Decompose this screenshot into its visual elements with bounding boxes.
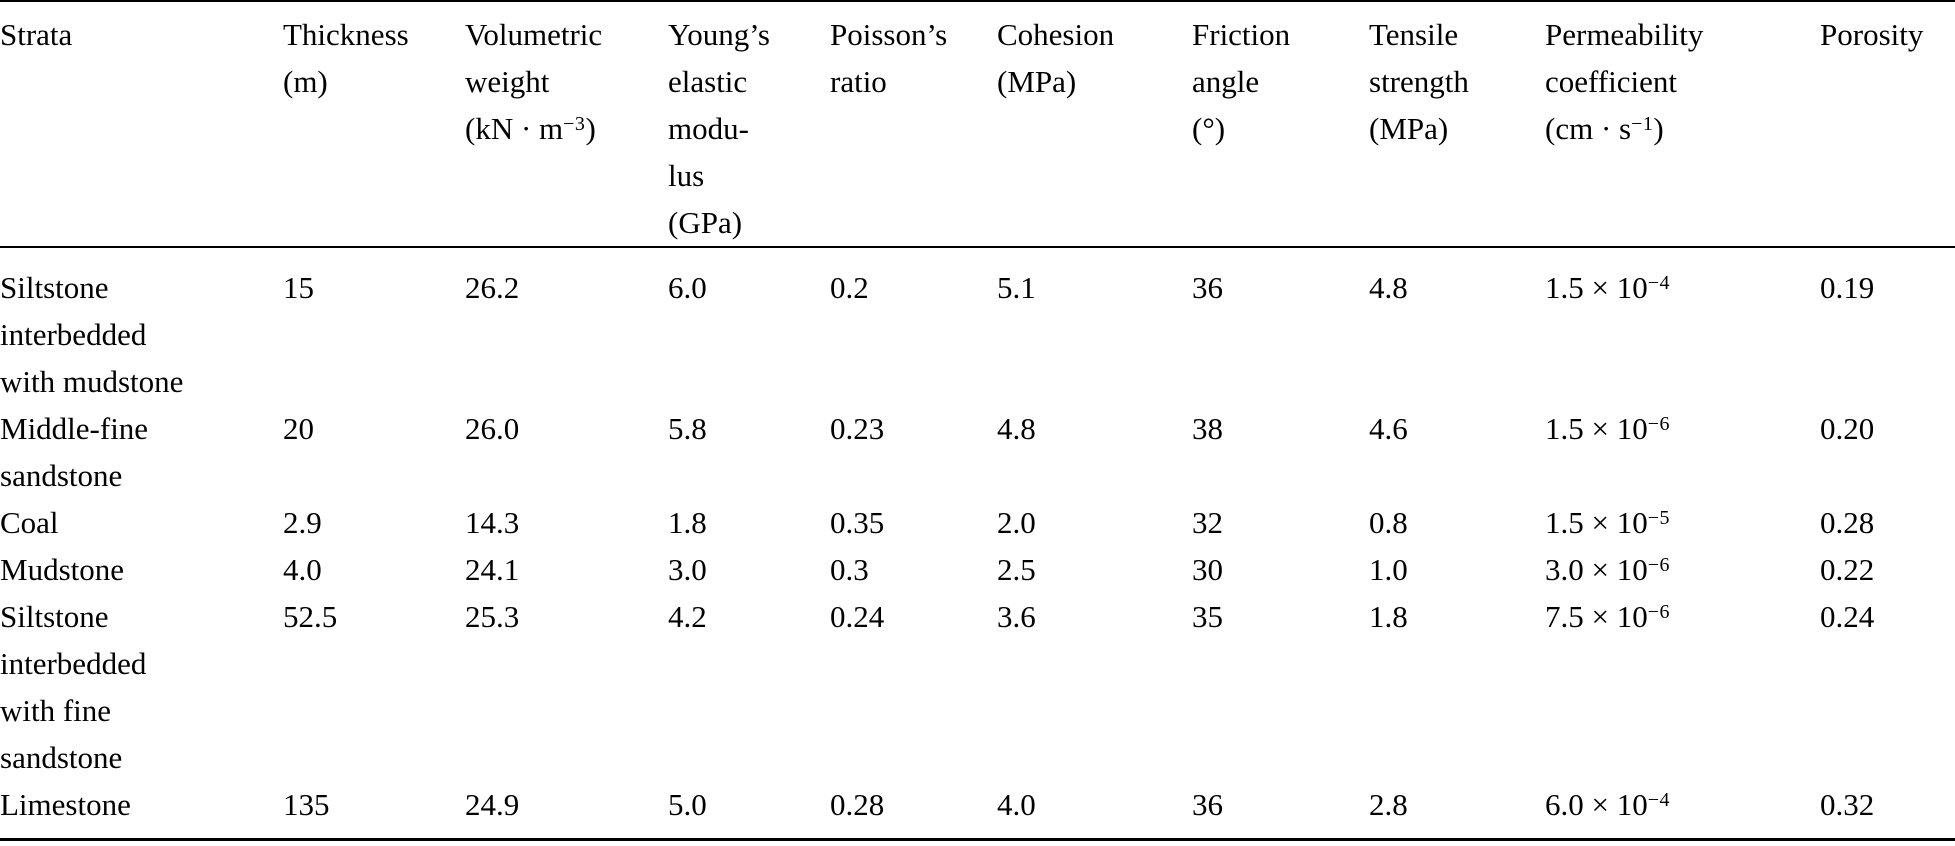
cell-strata [0, 781, 283, 828]
header-line: Strata [0, 17, 73, 52]
cell-strata [0, 546, 283, 593]
cell-permeability: $6.0 \times 10^{-4}$ [1545, 787, 1671, 822]
table-row [0, 405, 1955, 499]
cell-friction-angle: 32 [1192, 505, 1223, 540]
column-header-friction-angle [1192, 1, 1369, 247]
column-header-thickness [283, 1, 465, 247]
cell-porosity: 0.22 [1820, 552, 1875, 587]
header-line: Thickness [283, 17, 409, 52]
column-header-porosity [1820, 1, 1955, 247]
cell-volumetric-weight: 14.3 [465, 505, 520, 540]
cell-tensile-strength: 4.6 [1369, 411, 1408, 446]
cell-friction-angle: 36 [1192, 787, 1223, 822]
cell-porosity: 0.24 [1820, 599, 1875, 634]
superscript-exponent: −5 [1647, 507, 1671, 529]
column-header-cohesion [997, 1, 1192, 247]
cell-tensile-strength: 2.8 [1369, 787, 1408, 822]
header-line: Permeability [1545, 17, 1704, 52]
cell-permeability: $7.5 \times 10^{-6}$ [1545, 599, 1671, 634]
cell-volumetric-weight: 24.9 [465, 787, 520, 822]
table-row [0, 247, 1955, 405]
header-line: ratio [830, 64, 887, 99]
cell-porosity: 0.20 [1820, 411, 1875, 446]
header-line: coefficient [1545, 64, 1677, 99]
cell-permeability: $1.5 \times 10^{-6}$ [1545, 411, 1671, 446]
column-header-strata [0, 1, 283, 247]
cell-line: interbedded [0, 317, 147, 352]
cell-friction-angle: 38 [1192, 411, 1223, 446]
cell-porosity: 0.32 [1820, 787, 1875, 822]
superscript-exponent: −3 [563, 113, 586, 135]
cell-youngs-modulus: 1.8 [668, 505, 707, 540]
cell-poissons-ratio: 0.23 [830, 411, 885, 446]
header-line: (°) [1192, 111, 1226, 146]
cell-line: Mudstone [0, 552, 124, 587]
cell-permeability: $1.5 \times 10^{-5}$ [1545, 505, 1671, 540]
table-row [0, 499, 1955, 546]
cell-thickness: 4.0 [283, 552, 322, 587]
cell-poissons-ratio: 0.24 [830, 599, 885, 634]
cell-line: sandstone [0, 458, 123, 493]
cell-volumetric-weight: 24.1 [465, 552, 520, 587]
header-line: lus [668, 158, 705, 193]
cell-porosity: 0.28 [1820, 505, 1875, 540]
header-line: (m) [283, 64, 328, 99]
cell-poissons-ratio: 0.35 [830, 505, 885, 540]
cell-line: interbedded [0, 646, 147, 681]
cell-friction-angle: 30 [1192, 552, 1223, 587]
table-bottom-rule [0, 838, 1955, 841]
cell-tensile-strength: 0.8 [1369, 505, 1408, 540]
cell-line: sandstone [0, 740, 123, 775]
table-body [0, 247, 1955, 828]
cell-poissons-ratio: 0.28 [830, 787, 885, 822]
table-header [0, 1, 1955, 247]
column-header-permeability [1545, 1, 1820, 247]
cell-friction-angle: 35 [1192, 599, 1223, 634]
cell-strata [0, 499, 283, 546]
cell-line: Limestone [0, 787, 131, 822]
cell-cohesion: 2.5 [997, 552, 1036, 587]
cell-line: Siltstone [0, 599, 109, 634]
cell-tensile-strength: 4.8 [1369, 270, 1408, 305]
header-line: modu- [668, 111, 749, 146]
cell-porosity: 0.19 [1820, 270, 1875, 305]
header-line: Young’s [668, 17, 770, 52]
header-row [0, 1, 1955, 247]
header-line: Poisson’s [830, 17, 948, 52]
header-line: elastic [668, 64, 748, 99]
column-header-youngs-modulus [668, 1, 830, 247]
header-line: Tensile [1369, 17, 1459, 52]
cell-youngs-modulus: 3.0 [668, 552, 707, 587]
cell-youngs-modulus: 5.0 [668, 787, 707, 822]
header-line: Porosity [1820, 17, 1924, 52]
header-line: $(cm \cdot s^{-1})$ [1545, 111, 1664, 146]
cell-thickness: 20 [283, 411, 314, 446]
header-line: angle [1192, 64, 1260, 99]
cell-thickness: 2.9 [283, 505, 322, 540]
cell-friction-angle: 36 [1192, 270, 1223, 305]
column-header-poissons-ratio [830, 1, 997, 247]
header-line: (GPa) [668, 205, 743, 240]
column-header-volumetric-weight [465, 1, 668, 247]
cell-youngs-modulus: 4.2 [668, 599, 707, 634]
header-line: weight [465, 64, 550, 99]
header-line: $(kN \cdot m^{-3})$ [465, 111, 596, 146]
cell-cohesion: 4.8 [997, 411, 1036, 446]
cell-line: with mudstone [0, 364, 184, 399]
header-line: Cohesion [997, 17, 1115, 52]
header-line: (MPa) [997, 64, 1077, 99]
header-line: (MPa) [1369, 111, 1449, 146]
cell-line: Siltstone [0, 270, 109, 305]
cell-strata [0, 593, 283, 781]
cell-thickness: 135 [283, 787, 330, 822]
superscript-exponent: −6 [1647, 601, 1671, 623]
cell-line: Middle-fine [0, 411, 149, 446]
cell-thickness: 15 [283, 270, 314, 305]
superscript-exponent: −1 [1631, 113, 1654, 135]
column-header-tensile-strength [1369, 1, 1545, 247]
cell-line: Coal [0, 505, 59, 540]
header-line: Volumetric [465, 17, 603, 52]
cell-tensile-strength: 1.0 [1369, 552, 1408, 587]
table-row [0, 546, 1955, 593]
superscript-exponent: −6 [1647, 413, 1671, 435]
cell-strata [0, 247, 283, 405]
cell-poissons-ratio: 0.3 [830, 552, 869, 587]
cell-permeability: $1.5 \times 10^{-4}$ [1545, 270, 1671, 305]
cell-cohesion: 5.1 [997, 270, 1036, 305]
cell-line: with fine [0, 693, 112, 728]
superscript-exponent: −4 [1647, 272, 1671, 294]
table-row [0, 593, 1955, 781]
cell-permeability: $3.0 \times 10^{-6}$ [1545, 552, 1671, 587]
cell-volumetric-weight: 26.2 [465, 270, 520, 305]
cell-youngs-modulus: 6.0 [668, 270, 707, 305]
superscript-exponent: −6 [1647, 554, 1671, 576]
cell-poissons-ratio: 0.2 [830, 270, 869, 305]
cell-cohesion: 2.0 [997, 505, 1036, 540]
cell-cohesion: 4.0 [997, 787, 1036, 822]
superscript-exponent: −4 [1647, 789, 1671, 811]
cell-cohesion: 3.6 [997, 599, 1036, 634]
cell-volumetric-weight: 26.0 [465, 411, 520, 446]
cell-volumetric-weight: 25.3 [465, 599, 520, 634]
table-row [0, 781, 1955, 828]
cell-tensile-strength: 1.8 [1369, 599, 1408, 634]
cell-thickness: 52.5 [283, 599, 338, 634]
header-line: strength [1369, 64, 1469, 99]
cell-youngs-modulus: 5.8 [668, 411, 707, 446]
cell-strata [0, 405, 283, 499]
header-line: Friction [1192, 17, 1291, 52]
